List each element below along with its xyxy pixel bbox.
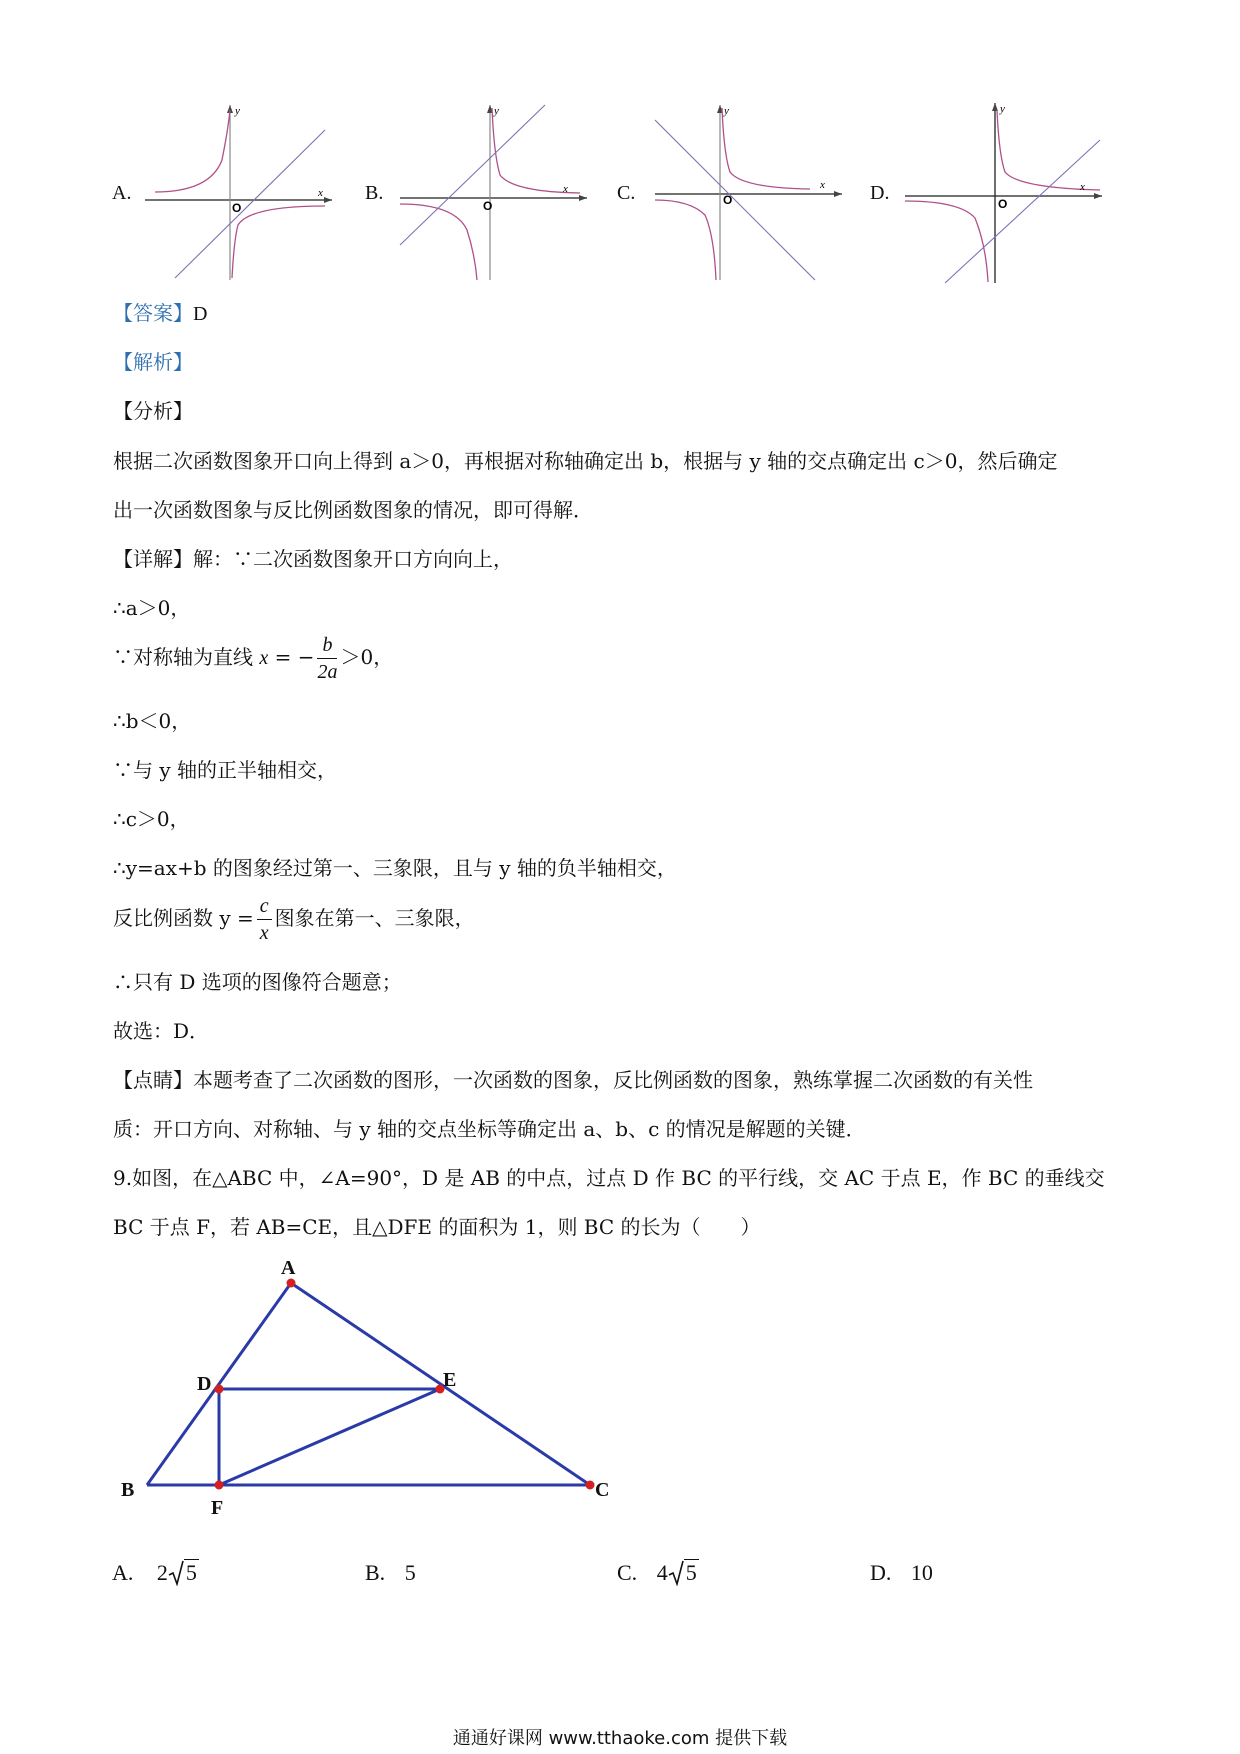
detail-choice: 故选：D．	[113, 1019, 210, 1043]
graph-option-d	[900, 100, 1110, 285]
answer-option-d-value: 10	[910, 1560, 933, 1585]
label-a: A	[281, 1260, 296, 1279]
axis-fraction	[317, 632, 337, 685]
option-a-label: A.	[112, 182, 132, 204]
detail-intro: 解：∵二次函数图象开口方向向上，	[193, 547, 513, 571]
graph-c-x-label: x	[820, 179, 825, 191]
inverse-formula-line	[113, 893, 475, 946]
option-d-label: D.	[870, 182, 890, 204]
detail-tag: 【详解】	[113, 547, 193, 571]
answer-line	[113, 299, 207, 328]
detail-step-c: ∴c＞0，	[113, 807, 190, 831]
graph-b-origin: O	[483, 199, 493, 213]
axis-denominator: 2a	[317, 661, 338, 683]
detail-step-a: ∴a＞0，	[113, 596, 191, 620]
graph-a-x-label: x	[318, 187, 323, 199]
inv-denominator: x	[259, 922, 269, 944]
point-a	[287, 1279, 296, 1288]
graph-b-x-label: x	[563, 183, 568, 195]
detail-step-b: ∴b＜0，	[113, 709, 192, 733]
graph-b-y-label: y	[494, 105, 499, 117]
answer-tag: 【答案】	[113, 301, 193, 325]
answer-option-c-coef: 4	[656, 1560, 668, 1585]
answer-option-a-label: A.	[112, 1560, 134, 1585]
graph-d-x-label: x	[1080, 181, 1085, 193]
label-c: C	[595, 1479, 610, 1501]
sqrt-icon	[168, 1560, 199, 1586]
answer-option-c[interactable]	[617, 1560, 699, 1586]
answer-option-a[interactable]	[112, 1560, 199, 1586]
answer-value: D	[193, 303, 208, 325]
point-c	[586, 1481, 595, 1490]
fenxi-tag: 【分析】	[113, 399, 193, 423]
analysis-tag: 【解析】	[113, 350, 193, 374]
answer-option-b-value: 5	[404, 1560, 416, 1585]
answer-option-a-radicand: 5	[185, 1560, 197, 1585]
answer-option-b[interactable]	[365, 1560, 416, 1586]
detail-step-line: ∴y=ax+b 的图象经过第一、三象限，且与 y 轴的负半轴相交，	[113, 856, 677, 880]
fenxi-line-2: 出一次函数图象与反比例函数图象的情况，即可得解．	[113, 498, 593, 522]
dianjing-line-1	[113, 1066, 1033, 1094]
dianjing-text-1: 本题考查了二次函数的图形，一次函数的图象，反比例函数的图象，熟练掌握二次函数的有关性	[193, 1068, 1033, 1092]
question9-line-1: 9.如图，在△ABC 中，∠A=90°，D 是 AB 的中点，过点 D 作 BC 的平行线，交 AC 于点 E，作 BC 的垂线交	[113, 1166, 1105, 1190]
answer-option-d-label: D.	[870, 1560, 892, 1585]
dianjing-tag: 【点睛】	[113, 1068, 193, 1092]
triangle-figure	[115, 1260, 635, 1520]
answer-option-a-coef: 2	[156, 1560, 168, 1585]
question9-line-2: BC 于点 F，若 AB=CE，且△DFE 的面积为 1，则 BC 的长为（ ）	[113, 1215, 761, 1239]
dianjing-line-2: 质：开口方向、对称轴、与 y 轴的交点坐标等确定出 a、b、c 的情况是解题的关键．	[113, 1117, 866, 1141]
axis-var: x	[259, 647, 269, 669]
graph-d-origin: O	[998, 197, 1008, 211]
label-f: F	[211, 1497, 224, 1519]
axis-prefix: ∵对称轴为直线	[113, 645, 260, 669]
axis-numerator: b	[317, 632, 337, 659]
detail-intro-line	[113, 545, 513, 573]
answer-option-b-label: B.	[365, 1560, 386, 1585]
point-d	[215, 1385, 224, 1394]
detail-step-y: ∵与 y 轴的正半轴相交，	[113, 758, 338, 782]
fenxi-line-1: 根据二次函数图象开口向上得到 a＞0，再根据对称轴确定出 b，根据与 y 轴的交点确定出 c＞0，然后确定	[113, 449, 1058, 473]
graph-option-b	[395, 100, 595, 285]
inv-numerator: c	[257, 893, 272, 920]
inv-suffix: 图象在第一、三象限，	[274, 906, 475, 930]
label-b: B	[121, 1479, 135, 1501]
point-f	[215, 1481, 224, 1490]
axis-suffix: ＞0，	[340, 645, 394, 669]
page-footer: 通通好课网 www.tthaoke.com 提供下载	[452, 1728, 788, 1749]
graph-option-a	[140, 100, 340, 285]
detail-conclusion: ∴只有 D 选项的图像符合题意；	[113, 970, 402, 994]
graph-a-origin: O	[232, 201, 242, 215]
answer-option-c-label: C.	[617, 1560, 638, 1585]
graph-c-origin: O	[723, 193, 733, 207]
graph-c-y-label: y	[724, 105, 729, 117]
inv-prefix: 反比例函数 y =	[113, 906, 254, 930]
graph-option-c	[650, 100, 850, 285]
axis-eq: = −	[268, 645, 315, 669]
option-b-label: B.	[365, 182, 384, 204]
inv-fraction	[257, 893, 272, 946]
label-e: E	[443, 1369, 457, 1391]
axis-formula-line	[113, 632, 393, 685]
answer-option-c-radicand: 5	[685, 1560, 697, 1585]
label-d: D	[197, 1373, 212, 1395]
option-c-label: C.	[617, 182, 636, 204]
graph-a-y-label: y	[235, 105, 240, 117]
sqrt-icon	[668, 1560, 699, 1586]
answer-option-d[interactable]	[870, 1560, 933, 1586]
graph-d-y-label: y	[1000, 103, 1005, 115]
